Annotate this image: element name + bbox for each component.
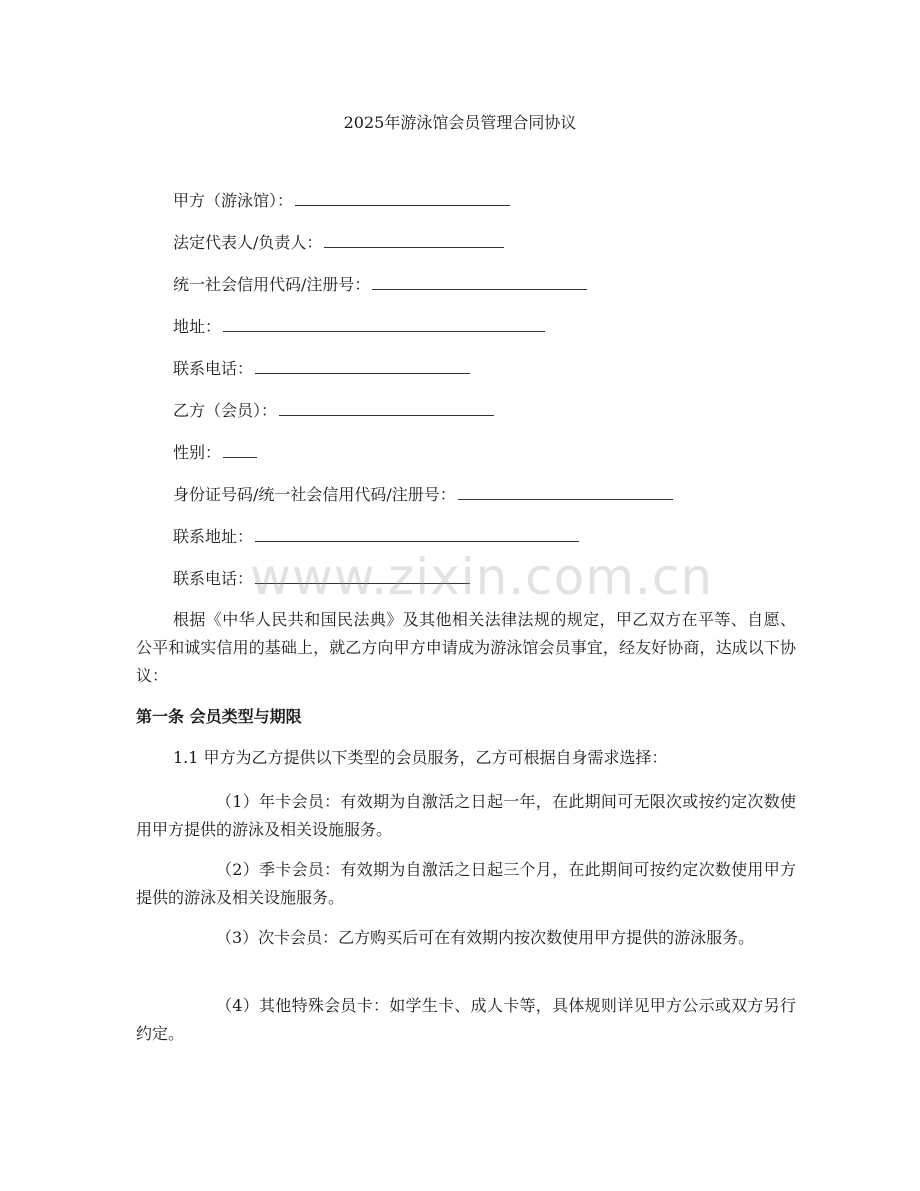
party-a-address-field (173, 316, 545, 338)
party-b-phone-label: 联系电话： (173, 569, 254, 588)
party-b-id-label: 身份证号码/统一社会信用代码/注册号： (173, 485, 456, 504)
party-a-phone-field (173, 358, 470, 380)
party-b-blank[interactable] (279, 401, 494, 416)
party-a-credit-code-field (173, 274, 587, 296)
party-a-phone-label: 联系电话： (173, 359, 254, 378)
party-b-field (173, 400, 494, 422)
party-b-address-blank[interactable] (255, 527, 579, 542)
party-b-id-blank[interactable] (458, 485, 673, 500)
gender-label: 性别： (173, 443, 222, 462)
member-type-annual: （1）年卡会员：有效期为自激活之日起一年，在此期间可无限次或按约定次数使用甲方提供的游泳及相关设施服务。 (136, 792, 796, 839)
clause-1-1: 1.1 甲方为乙方提供以下类型的会员服务，乙方可根据自身需求选择： (173, 748, 668, 767)
article-1-heading: 第一条 会员类型与期限 (136, 707, 302, 726)
party-a-phone-blank[interactable] (255, 359, 470, 374)
party-b-phone-blank[interactable] (255, 569, 470, 584)
party-a-address-blank[interactable] (223, 317, 545, 332)
document-title: 2025年游泳馆会员管理合同协议 (343, 113, 577, 132)
party-b-label: 乙方（会员）： (173, 401, 278, 420)
legal-representative-label: 法定代表人/负责人： (173, 233, 323, 252)
party-a-credit-code-blank[interactable] (372, 275, 587, 290)
party-a-blank[interactable] (295, 191, 510, 206)
member-type-special: （4）其他特殊会员卡：如学生卡、成人卡等，具体规则详见甲方公示或双方另行约定。 (136, 996, 796, 1043)
party-b-address-field (173, 526, 579, 548)
legal-representative-field (173, 232, 504, 254)
party-a-credit-code-label: 统一社会信用代码/注册号： (173, 275, 371, 294)
intro-paragraph: 根据《中华人民共和国民法典》及其他相关法律法规的规定，甲乙双方在平等、自愿、公平和诚实信用的基础上，就乙方向甲方申请成为游泳馆会员事宜，经友好协商，达成以下协议： (136, 610, 796, 685)
member-type-per-visit: （3）次卡会员：乙方购买后可在有效期内按次数使用甲方提供的游泳服务。 (216, 928, 755, 947)
party-a-label: 甲方（游泳馆）： (173, 191, 294, 210)
member-type-quarterly: （2）季卡会员：有效期为自激活之日起三个月，在此期间可按约定次数使用甲方提供的游泳及相关设施服务。 (136, 860, 796, 907)
party-a-address-label: 地址： (173, 317, 222, 336)
party-b-id-field (173, 484, 673, 506)
party-a-field (173, 190, 510, 212)
gender-blank[interactable] (223, 443, 257, 458)
gender-field (173, 442, 257, 464)
watermark: www.zixin.com.cn (250, 548, 714, 606)
party-b-address-label: 联系地址： (173, 527, 254, 546)
party-b-phone-field (173, 568, 470, 590)
legal-representative-blank[interactable] (324, 233, 504, 248)
